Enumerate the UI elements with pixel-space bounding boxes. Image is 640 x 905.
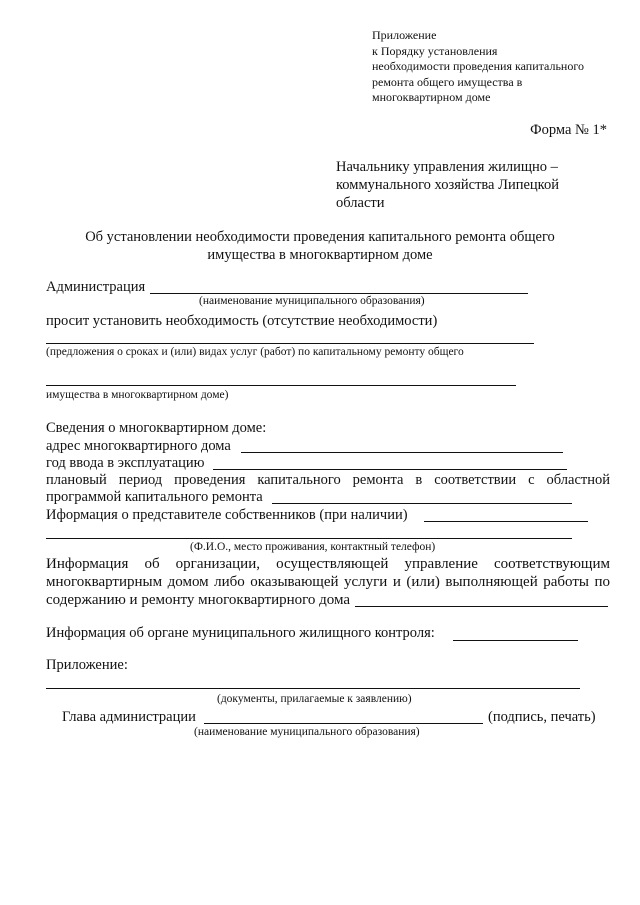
title-line-2: имущества в многоквартирном доме: [207, 247, 433, 263]
form-number: Форма № 1*: [530, 122, 607, 138]
attachment-caption: (документы, прилагаемые к заявлению): [217, 693, 412, 705]
title-line-1: Об установлении необходимости проведения капитального ремонта общего: [85, 229, 555, 245]
annex-line: к Порядку установления: [372, 43, 498, 58]
annex-line: ремонта общего имущества в: [372, 74, 523, 89]
year-label: год ввода в эксплуатацию: [46, 455, 205, 471]
organization-field[interactable]: [355, 606, 608, 607]
request-text: просит установить необходимость (отсутствие необходимости): [46, 313, 438, 329]
owners-label: Иформация о представителе собственников (при наличии): [46, 507, 408, 523]
organization-line-2: многоквартирным домом либо оказывающей услуги и (или) выполняющей работы по: [46, 574, 610, 590]
planned-field[interactable]: [272, 503, 572, 504]
owners-caption: (Ф.И.О., место проживания, контактный телефон): [190, 541, 436, 553]
administration-label: Администрация: [46, 279, 146, 295]
request-proposal-field-2[interactable]: [46, 385, 516, 386]
administration-field[interactable]: [150, 293, 528, 294]
addressee-line: Начальнику управления жилищно –: [336, 159, 558, 175]
signature-suffix: (подпись, печать): [488, 709, 596, 725]
administration-caption: (наименование муниципального образования): [199, 295, 425, 307]
annex-line: необходимости проведения капитального: [372, 59, 584, 73]
organization-line-3: содержанию и ремонту многоквартирного дома: [46, 592, 351, 608]
annex-block: [372, 28, 584, 106]
addressee-line: области: [336, 195, 385, 211]
control-label: Информация об органе муниципального жилищного контроля:: [46, 625, 435, 641]
year-field[interactable]: [213, 469, 567, 470]
signature-caption: (наименование муниципального образования): [194, 726, 420, 738]
planned-line-1: плановый период проведения капитального ремонта в соответствии с областной: [46, 472, 610, 488]
signature-label: Глава администрации: [62, 709, 196, 725]
attachment-label: Приложение:: [46, 657, 128, 673]
organization-line-1: Информация об организации, осуществляющей управление соответствующим: [46, 556, 610, 572]
annex-line: Приложение: [372, 28, 437, 42]
planned-line-2: программой капитального ремонта: [46, 489, 263, 505]
request-proposal-field[interactable]: [46, 343, 534, 344]
owners-field-2[interactable]: [46, 538, 572, 539]
attachment-field[interactable]: [46, 688, 580, 689]
address-field[interactable]: [241, 452, 563, 453]
annex-line: многоквартирном доме: [372, 90, 491, 104]
building-heading: Сведения о многоквартирном доме:: [46, 420, 267, 436]
document-title: [0, 228, 640, 264]
addressee-line: коммунального хозяйства Липецкой: [336, 177, 559, 193]
request-caption-2: имущества в многоквартирном доме): [46, 389, 229, 401]
addressee-block: [336, 158, 559, 212]
request-caption-1: (предложения о сроках и (или) видах услуг (работ) по капитальному ремонту общего: [46, 346, 464, 358]
control-field[interactable]: [453, 640, 578, 641]
address-label: адрес многоквартирного дома: [46, 438, 231, 454]
owners-field[interactable]: [424, 521, 588, 522]
signature-field[interactable]: [204, 723, 483, 724]
